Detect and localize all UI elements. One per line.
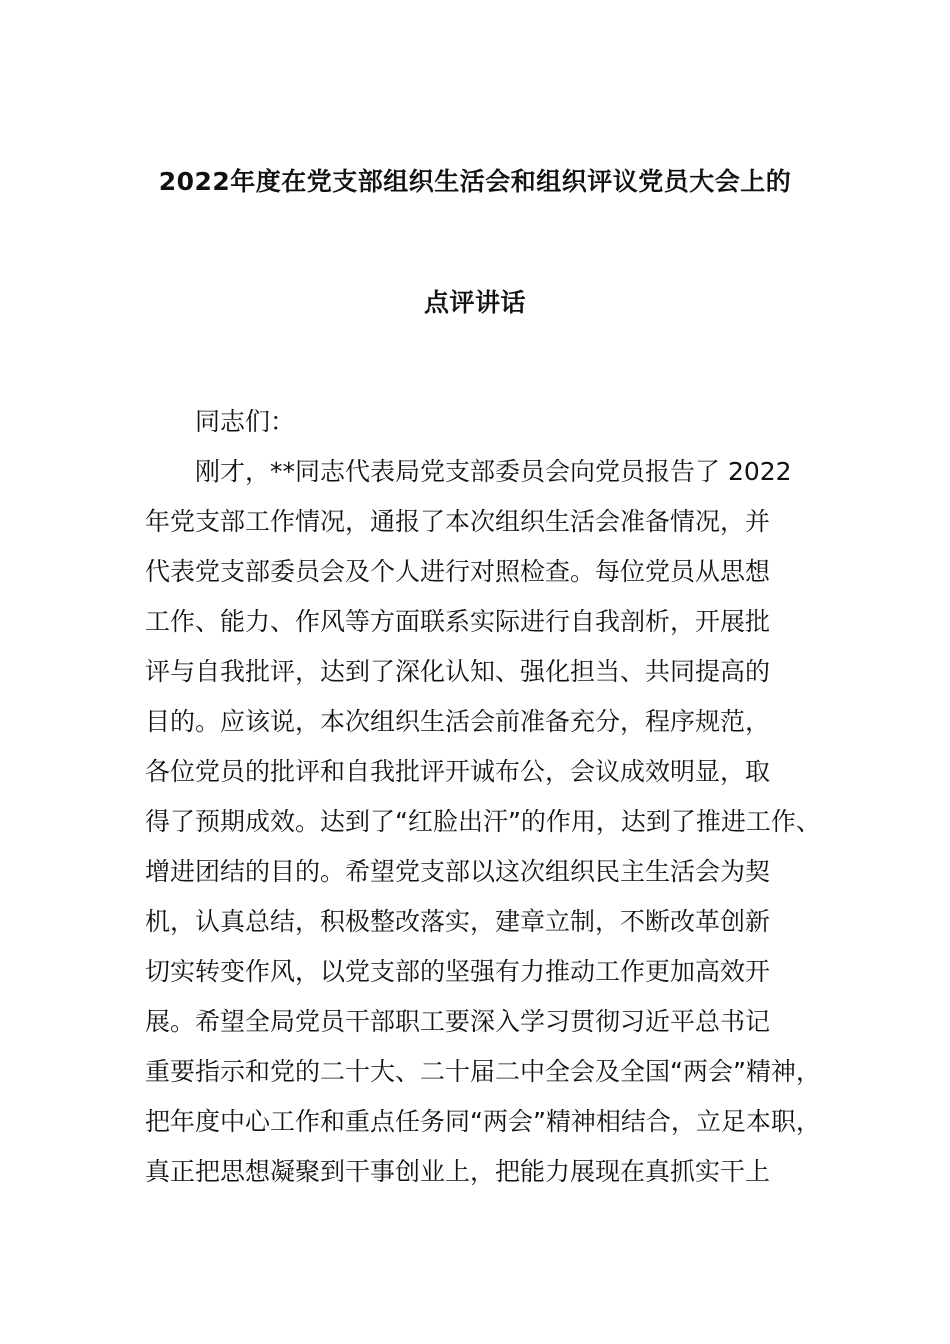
- body-line: 刚才，**同志代表局党支部委员会向党员报告了 2022: [195, 457, 792, 486]
- body-line: 把年度中心工作和重点任务同“两会”精神相结合，立足本职，: [145, 1107, 821, 1136]
- body-line: 机，认真总结，积极整改落实，建章立制，不断改革创新: [145, 907, 771, 936]
- body-line: 真正把思想凝聚到干事创业上，把能力展现在真抓实干上: [145, 1157, 771, 1186]
- salutation: 同志们：: [195, 407, 296, 436]
- document-title-line-2: 点评讲话: [423, 288, 526, 317]
- body-line: 代表党支部委员会及个人进行对照检查。每位党员从思想: [145, 557, 771, 586]
- body-line: 切实转变作风，以党支部的坚强有力推动工作更加高效开: [145, 957, 771, 986]
- body-line: 展。希望全局党员干部职工要深入学习贯彻习近平总书记: [145, 1007, 771, 1036]
- body-line: 重要指示和党的二十大、二十届二中全会及全国“两会”精神，: [145, 1057, 821, 1086]
- body-line: 年党支部工作情况，通报了本次组织生活会准备情况，并: [145, 507, 771, 536]
- body-line: 工作、能力、作风等方面联系实际进行自我剖析，开展批: [145, 607, 771, 636]
- document-title-line-1: 2022年度在党支部组织生活会和组织评议党员大会上的: [158, 167, 792, 196]
- body-line: 得了预期成效。达到了“红脸出汗”的作用，达到了推进工作、: [145, 807, 821, 836]
- body-line: 目的。应该说，本次组织生活会前准备充分，程序规范，: [145, 707, 771, 736]
- body-line: 各位党员的批评和自我批评开诚布公，会议成效明显，取: [145, 757, 771, 786]
- body-line: 增进团结的目的。希望党支部以这次组织民主生活会为契: [145, 857, 771, 886]
- body-line: 评与自我批评，达到了深化认知、强化担当、共同提高的: [145, 657, 771, 686]
